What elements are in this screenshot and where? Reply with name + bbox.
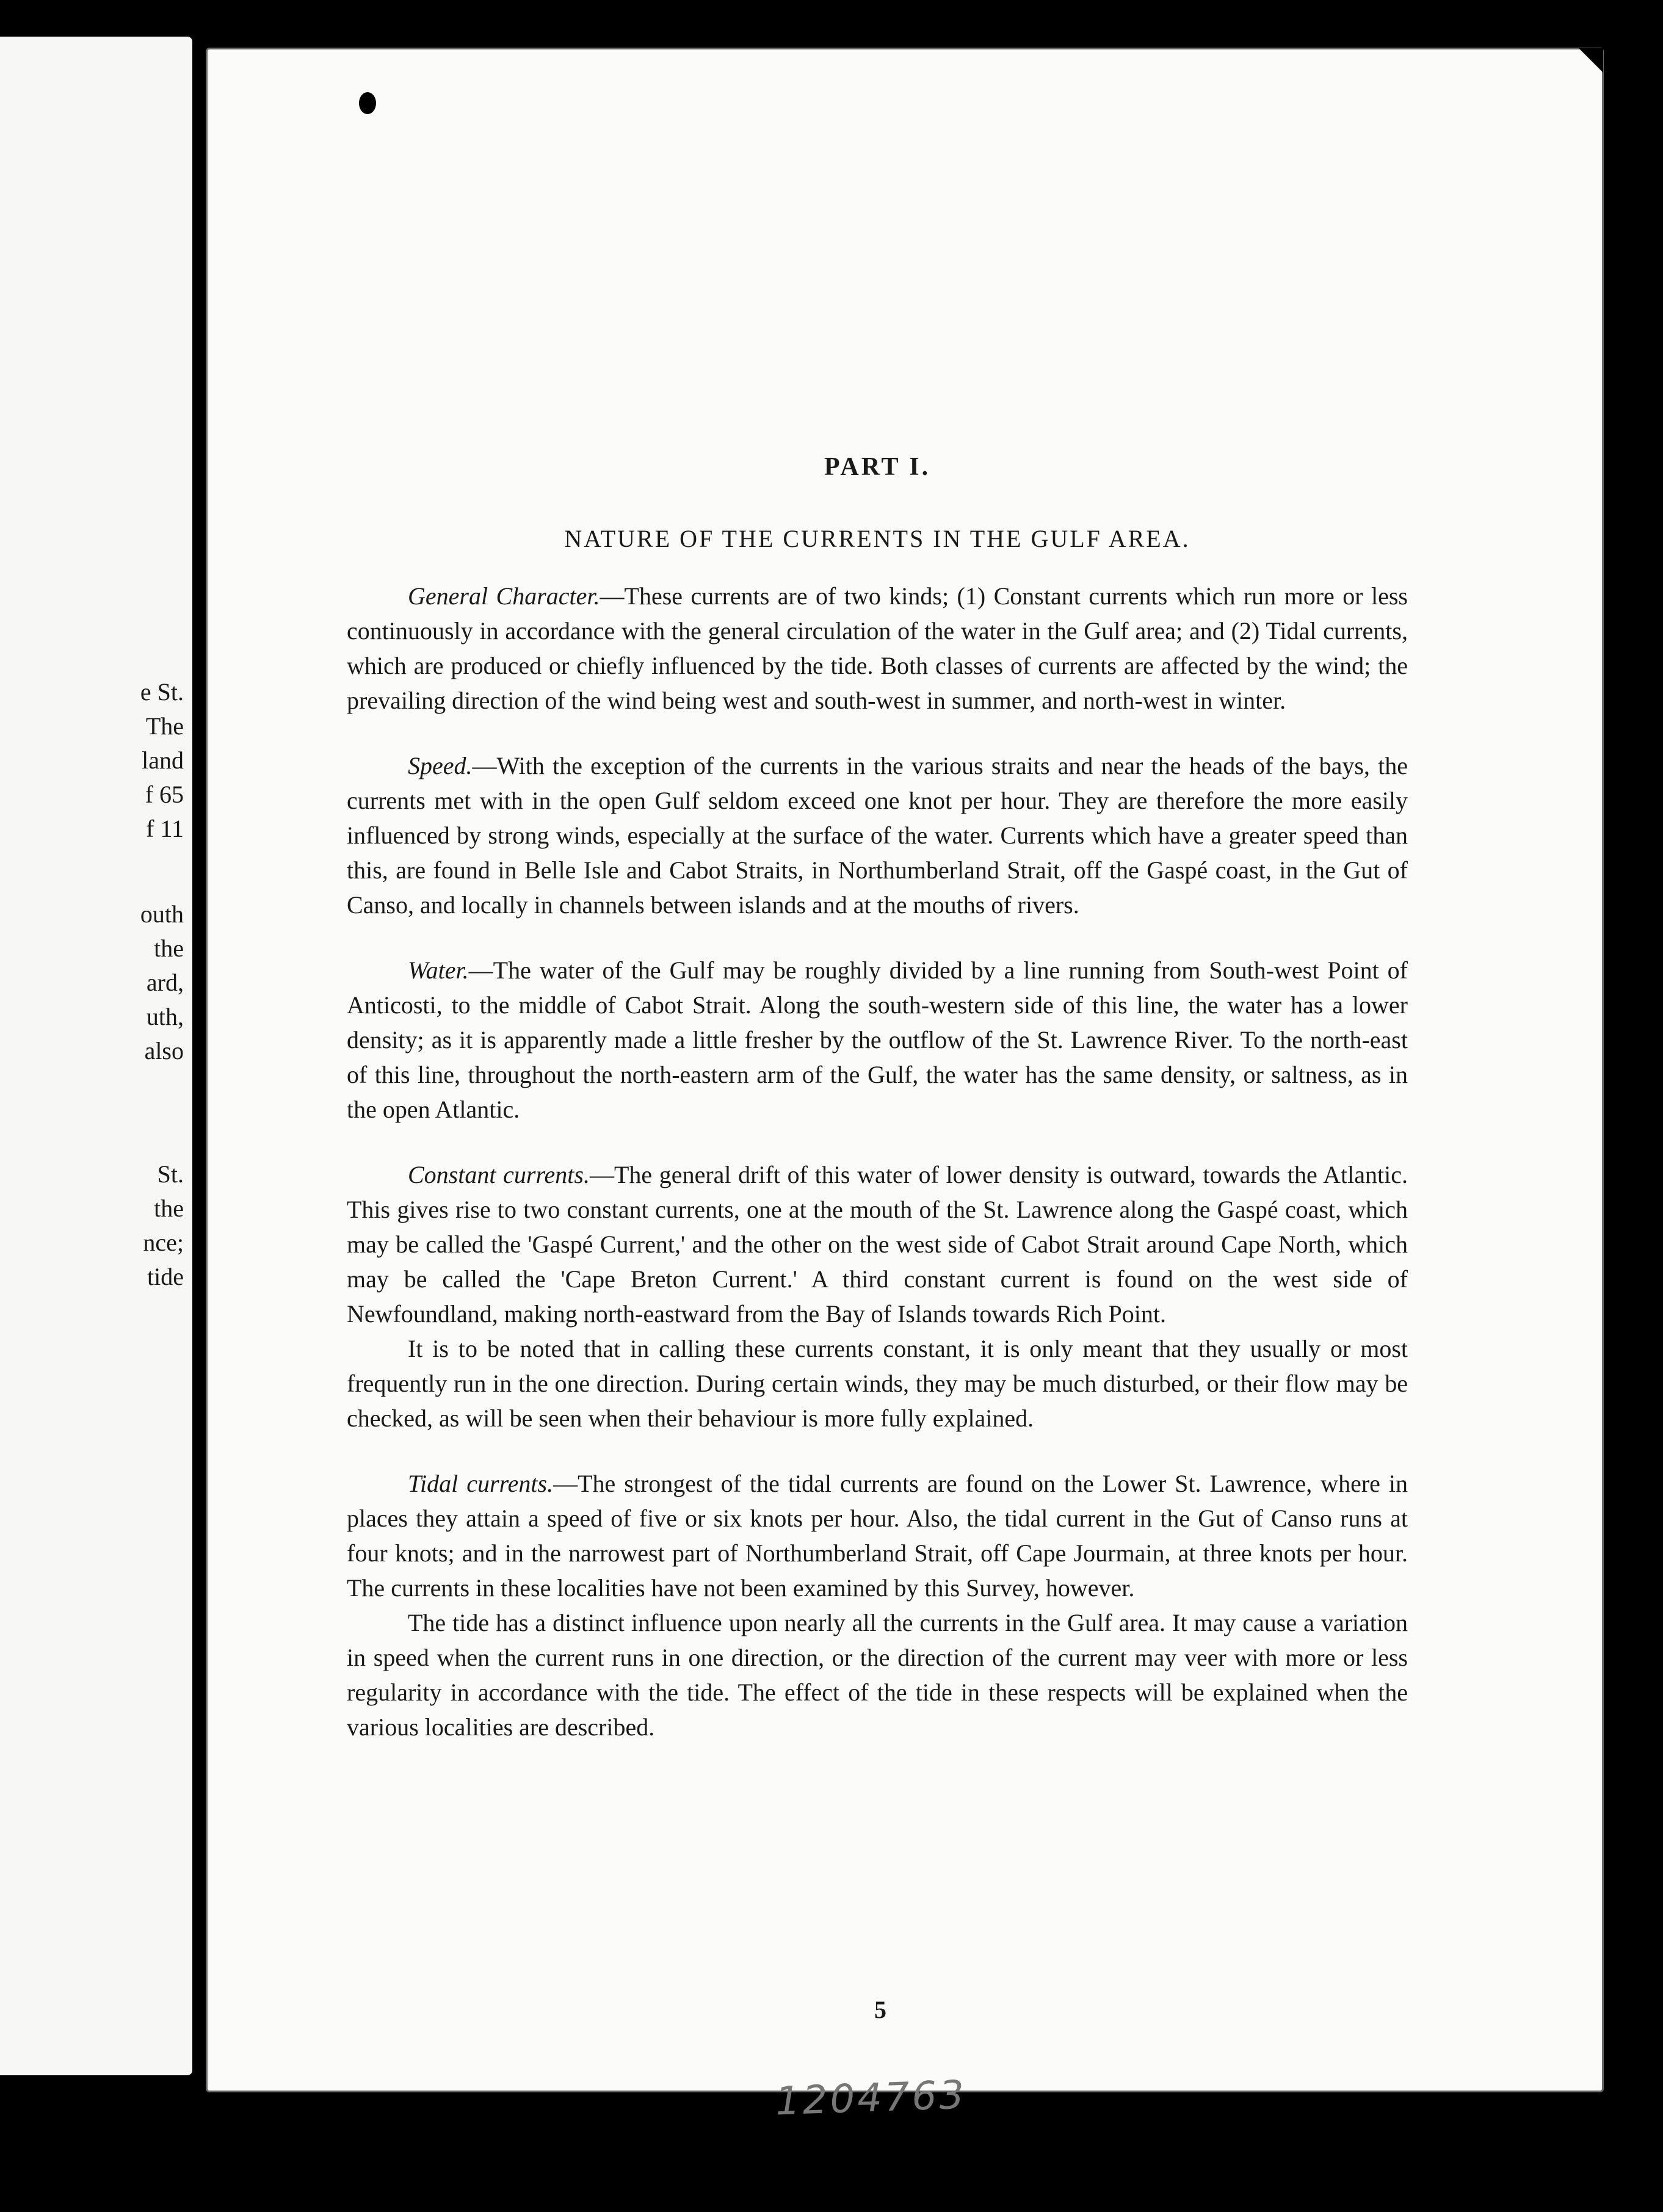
- paragraph-tide-influence: [347, 1605, 1408, 1744]
- document-page: [206, 48, 1604, 2125]
- facing-page-fragment: The: [145, 712, 184, 740]
- handwritten-accession-number: 1204763: [774, 2072, 968, 2125]
- facing-page-edge: [0, 37, 192, 2075]
- paragraph-lead: General Character.: [408, 582, 600, 610]
- facing-page-fragment: nce;: [143, 1229, 184, 1256]
- paragraph-body: It is to be noted that in calling these currents constant, it is only meant that they usually or most frequently run in the one direction. During certain winds, they may be much disturbed, or their flow may be checked, as will be seen when their behaviour is more fully explained.: [347, 1335, 1408, 1432]
- paragraph-body: —These currents are of two kinds; (1) Constant currents which run more or less continuously in accordance with the general circulation of the water in the Gulf area; and (2) Tidal currents, which are produced or chiefly influenced by the tide. Both classes of currents are affected by the wind; the prevailing direction of the wind being west and south-west in summer, and north-west in winter.: [347, 582, 1408, 714]
- page-number: 5: [874, 1996, 886, 2023]
- paragraph-lead: Constant currents.: [408, 1161, 590, 1188]
- paragraph-lead: Speed.: [408, 752, 473, 779]
- paragraph-body: —With the exception of the currents in the various straits and near the heads of the bays, the currents met with in the open Gulf seldom exceed one knot per hour. They are therefore the more easily influenced by strong winds, especially at the surface of the water. Currents which have a greater speed than this, are found in Belle Isle and Cabot Straits, in Northumberland Strait, off the Gaspé coast, in the Gut of Canso, and locally in channels between islands and at the mouths of rivers.: [347, 752, 1408, 919]
- paragraph-body: —The water of the Gulf may be roughly divided by a line running from South-west Point of Anticosti, to the middle of Cabot Strait. Along the south-western side of this line, the water has a lower density; as it is apparently made a little fresher by the outflow of the St. Lawrence River. To the north-east of this line, throughout the north-eastern arm of the Gulf, the water has the same density, or saltness, as in the open Atlantic.: [347, 956, 1408, 1123]
- facing-page-fragment: also: [144, 1037, 184, 1064]
- page-corner: [1579, 48, 1603, 73]
- facing-page-fragment: outh: [140, 900, 184, 928]
- facing-page-fragment: f 11: [146, 815, 184, 842]
- paragraph-speed: [347, 748, 1408, 922]
- paragraph-constant-currents: [347, 1157, 1408, 1331]
- facing-page-fragment: land: [142, 746, 184, 774]
- facing-page-fragment: the: [154, 934, 184, 962]
- paragraph-lead: Tidal currents.: [408, 1470, 554, 1497]
- facing-page-fragment: e St.: [140, 678, 184, 706]
- facing-page-fragment: tide: [147, 1263, 184, 1290]
- paragraph-body: The tide has a distinct influence upon nearly all the currents in the Gulf area. It may cause a variation in speed when the current runs in one direction, or the direction of the current may veer with more or less regularity in accordance with the tide. The effect of the tide in these respects will be explained when the various localities are described.: [347, 1609, 1408, 1741]
- paragraph-body: —The general drift of this water of lower density is outward, towards the Atlantic. This gives rise to two constant currents, one at the mouth of the St. Lawrence along the Gaspé coast, which may be called the 'Gaspé Current,' and the other on the west side of Cabot Strait around Cape North, which may be called the 'Cape Breton Current.' A third constant current is found on the west side of Newfoundland, making north-eastward from the Bay of Islands towards Rich Point.: [347, 1161, 1408, 1328]
- paragraph-constant-note: [347, 1331, 1408, 1436]
- page-body: [347, 452, 1408, 1775]
- facing-page-fragment: the: [154, 1195, 184, 1222]
- paragraph-body: —The strongest of the tidal currents are found on the Lower St. Lawrence, where in places they attain a speed of five or six knots per hour. Also, the tidal current in the Gut of Canso runs at four knots; and in the narrowest part of Northumberland Strait, off Cape Jourmain, at three knots per hour. The currents in these localities have not been examined by this Survey, however.: [347, 1470, 1408, 1602]
- facing-page-fragment: St.: [157, 1160, 184, 1188]
- section-title: NATURE OF THE CURRENTS IN THE GULF AREA.: [564, 525, 1190, 552]
- part-title: PART I.: [824, 453, 931, 481]
- facing-page-fragment: uth,: [146, 1003, 184, 1030]
- paragraph-tidal-currents: [347, 1466, 1408, 1605]
- facing-page-fragment: ard,: [146, 969, 184, 996]
- binding-hole: [359, 92, 376, 114]
- paragraph-lead: Water.: [408, 956, 469, 984]
- paragraph-general-character: [347, 579, 1408, 718]
- facing-page-fragment: f 65: [145, 781, 184, 808]
- paragraph-water: [347, 953, 1408, 1127]
